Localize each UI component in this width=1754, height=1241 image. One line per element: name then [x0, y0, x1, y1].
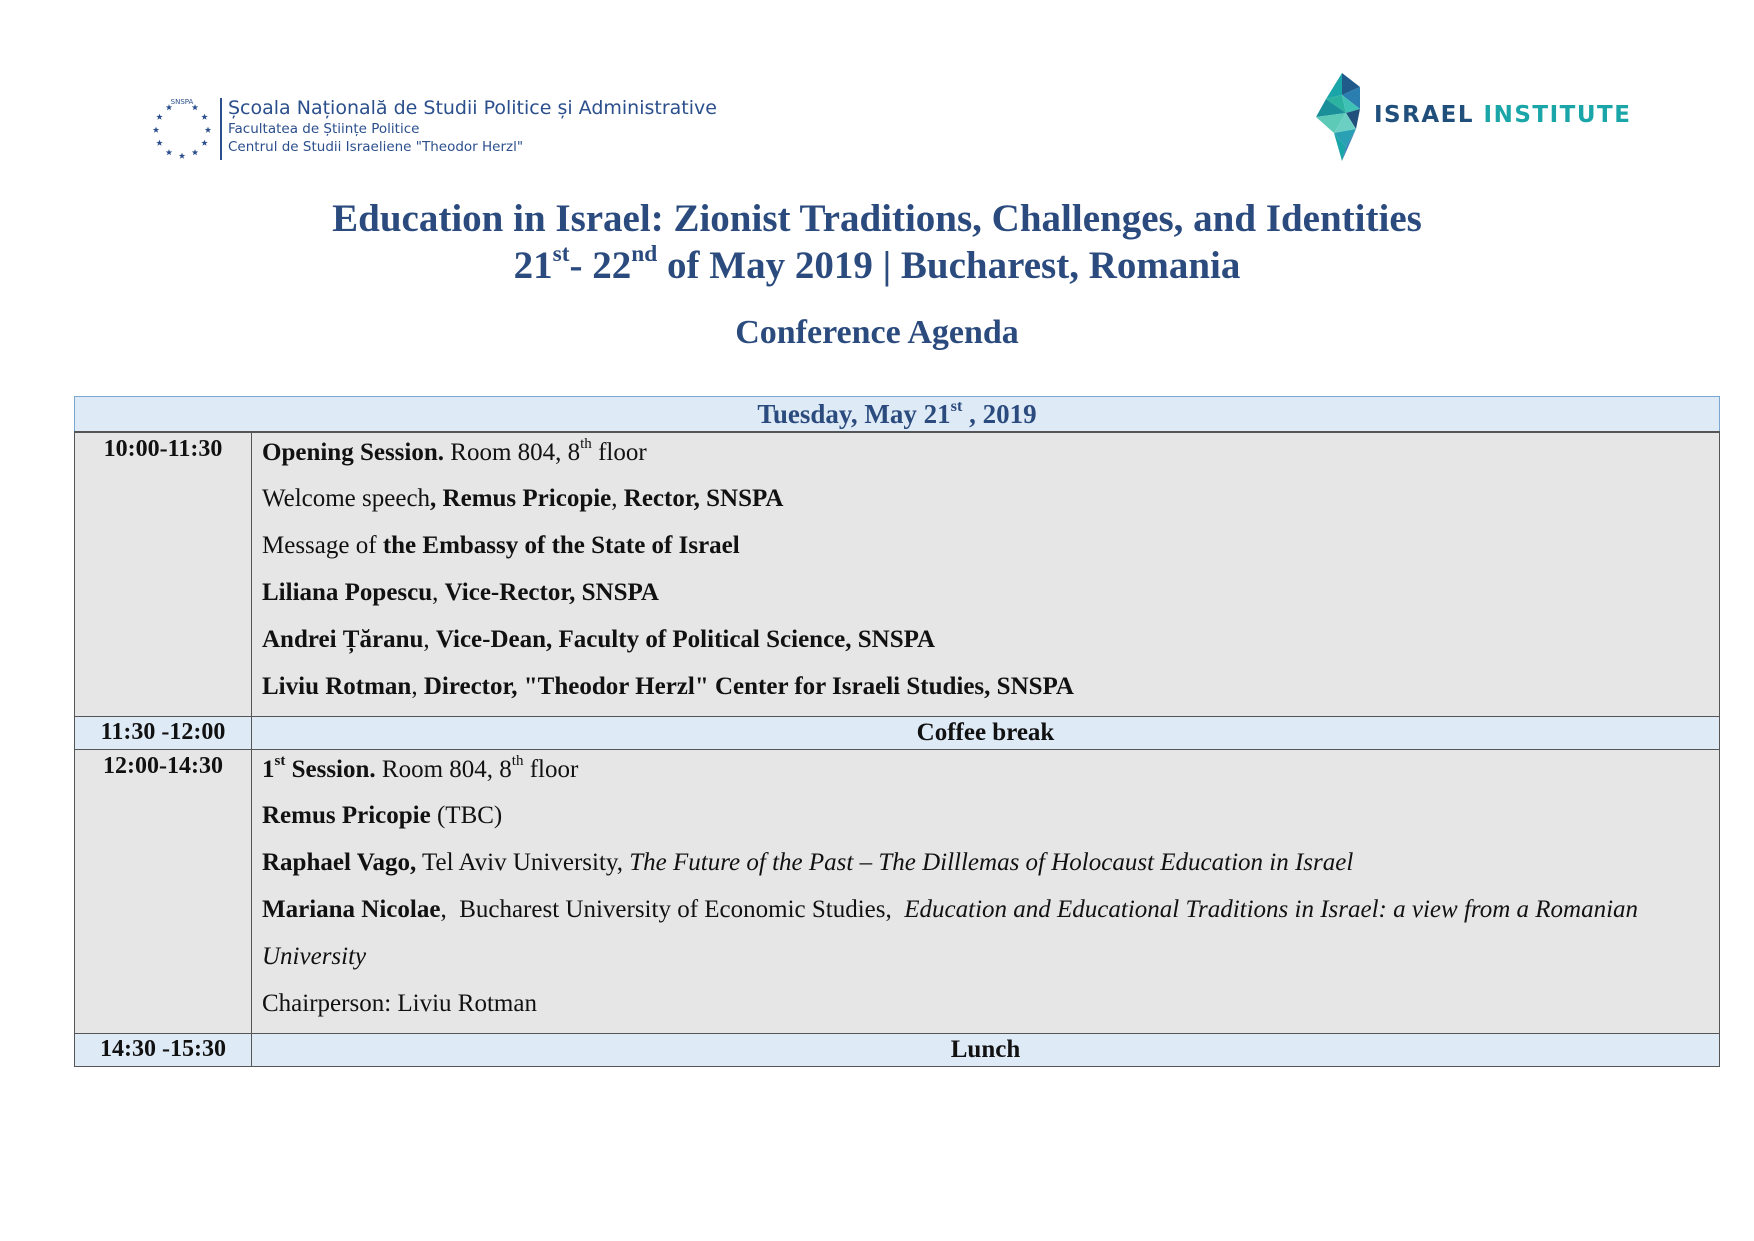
snspa-logo: [148, 92, 717, 162]
lunch-row: [75, 1034, 1720, 1067]
agenda-table: [74, 396, 1720, 1067]
opening-content: [252, 432, 1720, 717]
coffee-break-time: 11:30 -12:00: [75, 717, 252, 750]
israel-word: ISRAEL: [1374, 102, 1475, 128]
emblem-star: [201, 114, 207, 120]
logo-divider: [220, 98, 222, 160]
school-name: Școala Națională de Studii Politice și Administrative: [228, 97, 717, 119]
chairperson-line: Chairperson: Liviu Rotman: [262, 990, 537, 1017]
emblem-star: [192, 149, 198, 155]
israel-institute-logo: [1316, 73, 1632, 163]
opening-title-line: Opening Session. Room 804, 8th floor: [262, 436, 647, 466]
speaker-rotman-line: Liviu Rotman, Director, "Theodor Herzl" Center for Israeli Studies, SNSPA: [262, 673, 1074, 700]
speaker-taranu-line: Andrei Țăranu, Vice-Dean, Faculty of Political Science, SNSPA: [262, 626, 936, 653]
embassy-message-line: Message of the Embassy of the State of Israel: [262, 532, 740, 559]
first-session-title-line: 1st Session. Room 804, 8th floor: [262, 753, 579, 783]
welcome-speech-line: Welcome speech, Remus Pricopie, Rector, SNSPA: [262, 485, 784, 512]
coffee-break-label: Coffee break: [252, 717, 1720, 750]
center-name: Centrul de Studii Israeliene "Theodor Herzl": [228, 139, 524, 155]
lunch-time: 14:30 -15:30: [75, 1034, 252, 1067]
agenda-subtitle: Conference Agenda: [735, 314, 1019, 351]
israel-institute-diamond-icon: [1316, 73, 1368, 161]
emblem-star: [166, 149, 172, 155]
nicolae-line: Mariana Nicolae, Bucharest University of Economic Studies, Education and Educational Traditions in Israel: a view from a Romanian University: [262, 896, 1639, 970]
pricopie-line: Remus Pricopie (TBC): [262, 802, 503, 829]
emblem-star: [153, 127, 159, 133]
faculty-name: Facultatea de Științe Politice: [228, 121, 420, 137]
conference-date-location: 21st- 22nd of May 2019 | Bucharest, Romania: [513, 240, 1241, 287]
lunch-label: Lunch: [252, 1034, 1720, 1067]
emblem-star: [205, 127, 211, 133]
speaker-popescu-line: Liliana Popescu, Vice-Rector, SNSPA: [262, 579, 659, 606]
coffee-break-row: [75, 717, 1720, 750]
day-header-row: [75, 397, 1720, 433]
emblem-star: [179, 153, 185, 159]
day-header: Tuesday, May 21st , 2019: [75, 397, 1720, 433]
conference-title: Education in Israel: Zionist Traditions, Challenges, and Identities: [332, 197, 1422, 240]
emblem-star: [156, 114, 162, 120]
first-session-row: [75, 750, 1720, 1034]
vago-line: Raphael Vago, Tel Aviv University, The Future of the Past – The Dilllemas of Holocaust Education in Israel: [262, 849, 1354, 876]
first-session-content: [252, 750, 1720, 1034]
emblem-star: [201, 140, 207, 146]
eu-stars-emblem-icon: [148, 94, 216, 162]
institute-word: INSTITUTE: [1483, 102, 1632, 128]
israel-institute-name: [1374, 102, 1631, 128]
first-session-time: 12:00-14:30: [75, 750, 252, 1034]
emblem-star: [156, 140, 162, 146]
emblem-text: SNSPA: [170, 98, 194, 106]
opening-session-row: [75, 432, 1720, 717]
opening-time: 10:00-11:30: [75, 432, 252, 717]
